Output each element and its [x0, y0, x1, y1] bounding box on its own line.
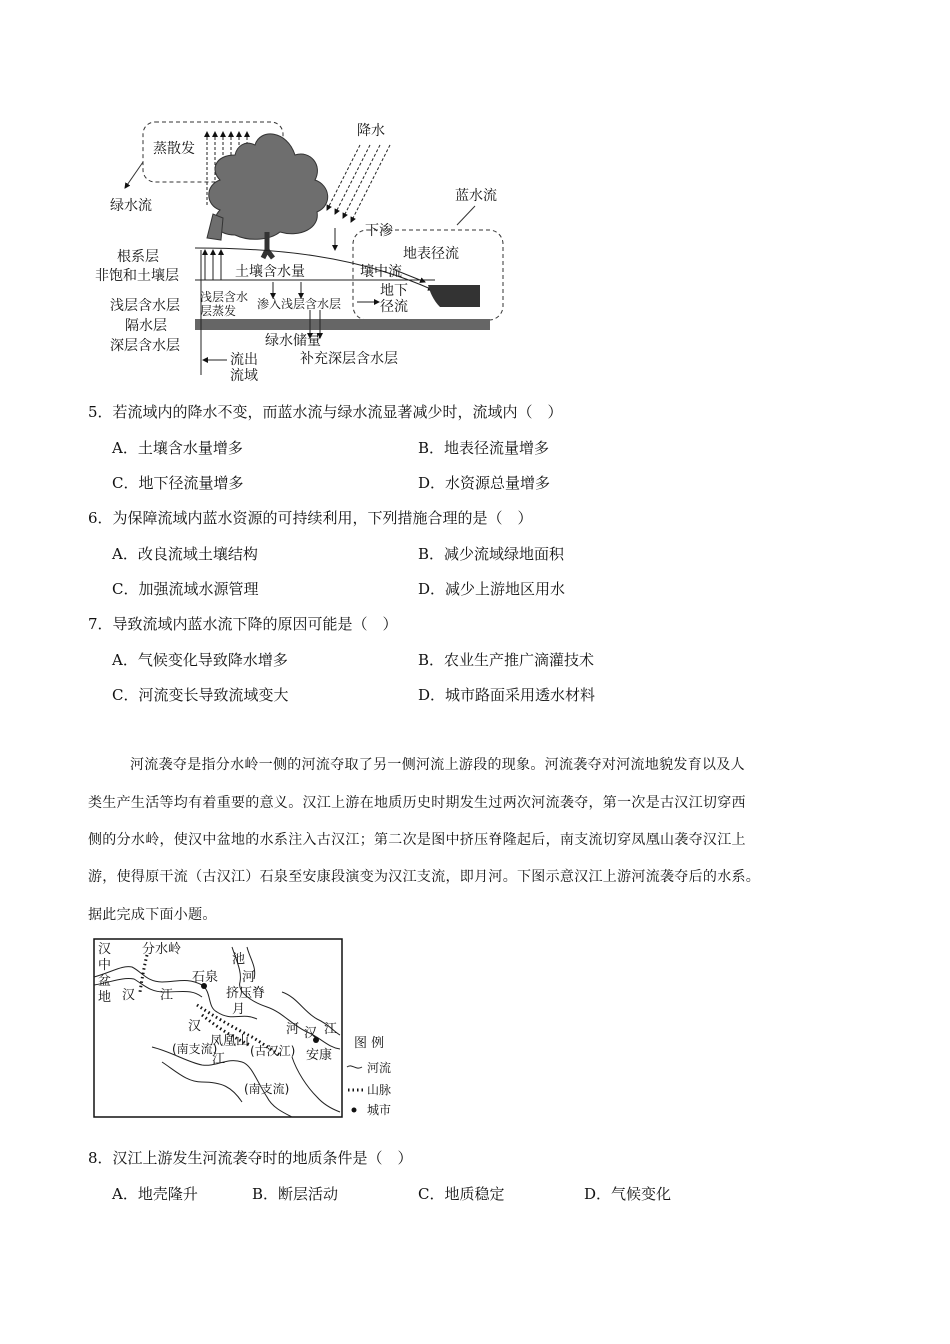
green-flow-label: 绿水流 — [110, 198, 152, 214]
legend-river-icon — [347, 1066, 362, 1068]
shallow-evap-label-1: 浅层含水 — [200, 290, 249, 304]
passage-line-3: 侧的分水岭，使汉中盆地的水系注入古汉江；第二次是图中挤压脊隆起后，南支流切穿凤凰山袭夺汉江上 — [88, 832, 746, 848]
q6-option-b[interactable]: B．减少流域绿地面积 — [418, 545, 565, 563]
passage-line-1: 河流袭夺是指分水岭一侧的河流夺取了另一侧河流上游段的现象。河流袭夺对河流地貌发育以及人 — [130, 757, 745, 773]
passage-line-4: 游，使得原干流（古汉江）石泉至安康段演变为汉江支流，即月河。下图示意汉江上游河流袭夺后的水系。 — [88, 869, 761, 885]
tree-crown — [209, 134, 328, 239]
q5-option-c[interactable]: C．地下径流量增多 — [112, 474, 244, 492]
blue-flow-label: 蓝水流 — [455, 188, 497, 204]
q5-option-d[interactable]: D．水资源总量增多 — [418, 474, 551, 492]
question-6-stem: 6．为保障流域内蓝水资源的可持续利用，下列措施合理的是（ ） — [88, 509, 533, 527]
q8-option-b[interactable]: B．断层活动 — [252, 1185, 339, 1203]
q8-option-a[interactable]: A．地壳隆升 — [112, 1185, 198, 1203]
map-label-fenghuang: 凤凰山 — [210, 1034, 250, 1049]
q5-option-a[interactable]: A．土壤含水量增多 — [112, 439, 243, 457]
outflow-label-2: 流域 — [230, 368, 258, 384]
legend-mountain-label: 山脉 — [367, 1083, 392, 1097]
map-label-he1: 河 — [242, 970, 256, 985]
q6-option-d[interactable]: D．减少上游地区用水 — [418, 580, 566, 598]
precipitation-arrows — [327, 145, 390, 222]
river-water — [428, 285, 480, 307]
q5-option-b[interactable]: B．地表径流量增多 — [418, 439, 550, 457]
map-label-chi: 池 — [232, 952, 246, 967]
soil-arrows — [205, 250, 221, 280]
map-label-south-branch-2: (南支流) — [244, 1082, 290, 1096]
question-5-stem: 5．若流域内的降水不变，而蓝水流与绿水流显著减少时，流域内（ ） — [88, 403, 563, 421]
map-label-han1: 汉 — [98, 942, 112, 957]
map-label-south-branch-1: (南支流) — [172, 1042, 218, 1056]
q8-option-c[interactable]: C．地质稳定 — [418, 1185, 505, 1203]
precipitation-label: 降水 — [357, 123, 385, 139]
map-label-jiang3: 江 — [212, 1052, 226, 1067]
recharge-deep-label: 补充深层含水层 — [300, 351, 398, 367]
q7-option-a[interactable]: A．气候变化导致降水增多 — [112, 651, 288, 669]
aquitard-bar — [195, 319, 490, 330]
evapotranspiration-label: 蒸散发 — [153, 141, 195, 157]
q8-option-d[interactable]: D．气候变化 — [584, 1185, 672, 1203]
river-capture-map — [92, 937, 412, 1122]
legend-title: 图 例 — [354, 1036, 385, 1051]
q7-option-c[interactable]: C．河流变长导致流域变大 — [112, 686, 289, 704]
shallow-evap-label-2: 层蒸发 — [200, 304, 237, 318]
question-7-stem: 7．导致流域内蓝水流下降的原因可能是（ ） — [88, 615, 398, 633]
map-label-han4: 汉 — [304, 1026, 318, 1041]
map-label-shiquan: 石泉 — [192, 970, 219, 985]
map-label-jiang1: 江 — [160, 988, 174, 1003]
green-storage-label: 绿水储量 — [265, 333, 321, 349]
shrub — [207, 214, 223, 240]
groundwater-runoff-label-2: 径流 — [380, 299, 408, 315]
legend-city-label: 城市 — [367, 1103, 392, 1117]
passage-line-2: 类生产生活等均有着重要的意义。汉江上游在地质历史时期发生过两次河流袭夺，第一次是古汉江切穿西 — [88, 795, 746, 811]
map-label-pen: 盆 — [98, 974, 112, 989]
unsaturated-soil-label: 非饱和土壤层 — [95, 268, 179, 284]
map-label-yue: 月 — [232, 1002, 246, 1017]
q7-option-d[interactable]: D．城市路面采用透水材料 — [418, 686, 596, 704]
map-label-han2: 汉 — [122, 988, 136, 1003]
q7-option-b[interactable]: B．农业生产推广滴灌技术 — [418, 651, 595, 669]
outflow-label-1: 流出 — [230, 352, 258, 368]
soil-moisture-label: 土壤含水量 — [235, 264, 305, 280]
map-label-zhong: 中 — [98, 958, 112, 973]
interflow-label: 壤中流 — [360, 264, 402, 280]
map-label-he2: 河 — [286, 1022, 300, 1037]
surface-runoff-label: 地表径流 — [403, 246, 459, 262]
groundwater-runoff-label-1: 地下 — [380, 283, 408, 299]
map-label-divide: 分水岭 — [142, 942, 182, 957]
seep-shallow-label: 渗入浅层含水层 — [257, 297, 342, 311]
map-label-ankang: 安康 — [306, 1048, 333, 1063]
water-cycle-diagram — [95, 110, 515, 395]
map-label-han3: 汉 — [188, 1019, 202, 1034]
map-label-jiang2: 江 — [324, 1022, 338, 1037]
q6-option-a[interactable]: A．改良流域土壤结构 — [112, 545, 258, 563]
map-label-di: 地 — [98, 990, 112, 1005]
infiltration-label: 下渗 — [365, 223, 393, 239]
legend-city-icon — [352, 1108, 357, 1113]
passage-line-5: 据此完成下面小题。 — [88, 907, 217, 923]
map-label-gu-hanjiang: (古汉江) — [250, 1044, 296, 1058]
question-8-stem: 8．汉江上游发生河流袭夺时的地质条件是（ ） — [88, 1149, 413, 1167]
root-layer-label: 根系层 — [117, 249, 159, 265]
map-label-ridge: 挤压脊 — [226, 986, 266, 1001]
aquitard-label: 隔水层 — [125, 318, 167, 334]
legend-river-label: 河流 — [367, 1061, 392, 1075]
shallow-aquifer-label: 浅层含水层 — [110, 298, 180, 314]
deep-aquifer-label: 深层含水层 — [110, 338, 180, 354]
q6-option-c[interactable]: C．加强流域水源管理 — [112, 580, 259, 598]
